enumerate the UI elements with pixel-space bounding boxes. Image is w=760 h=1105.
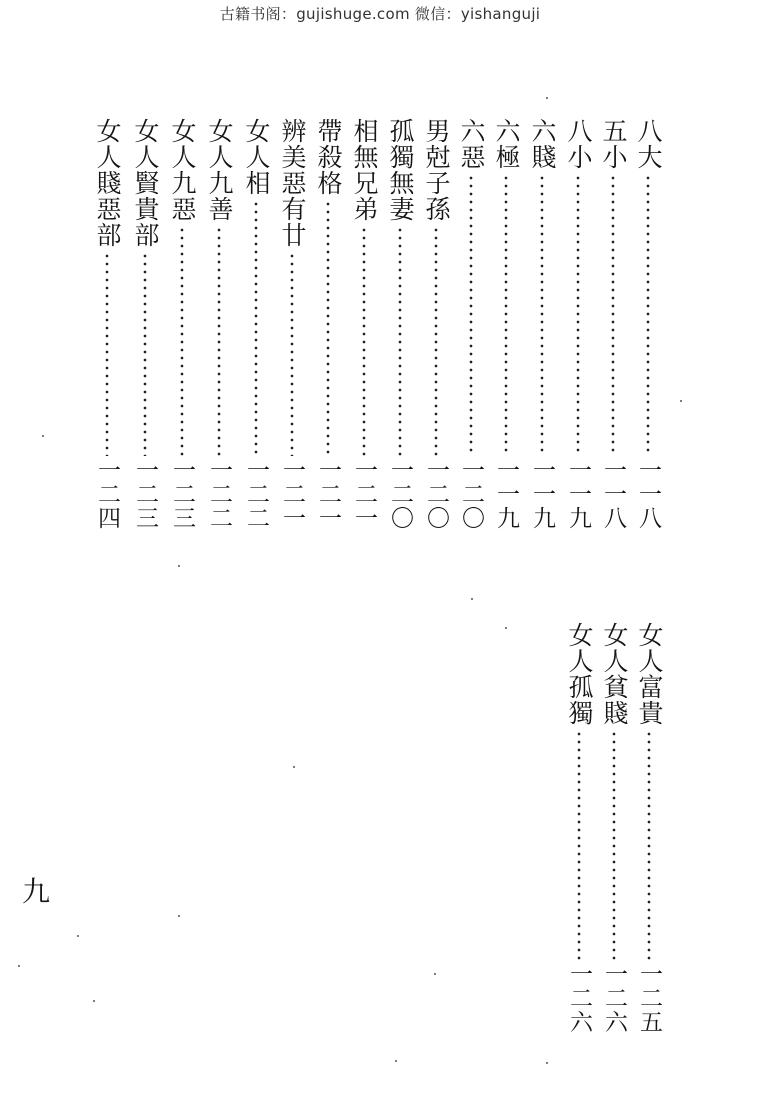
entry-page-number: 一二四 bbox=[94, 458, 120, 530]
entry-page-number: 一一九 bbox=[565, 458, 591, 530]
entry-title: 女人賤惡部 bbox=[93, 118, 122, 248]
toc-entry bbox=[348, 118, 380, 530]
scan-speck bbox=[42, 435, 44, 437]
entry-title: 女人貧賤 bbox=[600, 622, 629, 726]
entry-page-number: 一二一 bbox=[279, 458, 305, 530]
entry-page-number: 一二二 bbox=[206, 458, 232, 530]
dot-leader bbox=[105, 252, 109, 456]
entry-title: 相無兄弟 bbox=[350, 118, 379, 222]
entry-title: 辨美惡有廿 bbox=[278, 118, 307, 248]
entry-page-number: 一二一 bbox=[351, 458, 377, 530]
scan-speck bbox=[93, 1000, 95, 1002]
entry-page-number: 一二三 bbox=[132, 458, 158, 530]
dot-leader bbox=[326, 200, 330, 456]
entry-title: 女人九善 bbox=[205, 118, 234, 222]
entry-title: 女人賢貴部 bbox=[131, 118, 160, 248]
dot-leader bbox=[143, 252, 147, 456]
folio-page-number: 九 bbox=[22, 875, 51, 908]
entry-title: 帶殺格 bbox=[314, 118, 343, 196]
toc-entry bbox=[597, 118, 629, 530]
scan-speck bbox=[293, 766, 295, 768]
dot-leader bbox=[504, 174, 508, 456]
dot-leader bbox=[290, 252, 294, 456]
entry-page-number: 一二〇 bbox=[423, 458, 449, 530]
dot-leader bbox=[647, 730, 651, 960]
dot-leader bbox=[398, 226, 402, 456]
entry-page-number: 一一九 bbox=[493, 458, 519, 530]
entry-title: 女人孤獨 bbox=[565, 622, 594, 726]
dot-leader bbox=[611, 174, 615, 456]
toc-entry bbox=[203, 118, 235, 530]
entry-title: 女人相 bbox=[242, 118, 271, 196]
dot-leader bbox=[217, 226, 221, 456]
entry-page-number: 一二〇 bbox=[387, 458, 413, 530]
toc-entry bbox=[563, 622, 595, 1034]
toc-entry bbox=[91, 118, 123, 530]
entry-page-number: 一二六 bbox=[601, 962, 627, 1034]
toc-entry bbox=[420, 118, 452, 530]
scan-speck bbox=[546, 97, 548, 99]
toc-entry bbox=[490, 118, 522, 530]
scan-speck bbox=[505, 627, 507, 629]
toc-entry bbox=[598, 622, 630, 1034]
dot-leader bbox=[646, 174, 650, 456]
entry-page-number: 一二三 bbox=[169, 458, 195, 530]
toc-entry bbox=[632, 118, 664, 530]
entry-page-number: 一一八 bbox=[635, 458, 661, 530]
entry-page-number: 一二一 bbox=[315, 458, 341, 530]
scan-speck bbox=[178, 565, 180, 567]
entry-title: 男尅子孫 bbox=[422, 118, 451, 222]
dot-leader bbox=[540, 174, 544, 456]
toc-entry bbox=[455, 118, 487, 530]
scan-speck bbox=[395, 1060, 397, 1062]
dot-leader bbox=[576, 174, 580, 456]
toc-entry bbox=[633, 622, 665, 1034]
entry-title: 八小 bbox=[564, 118, 593, 170]
toc-entry bbox=[384, 118, 416, 530]
entry-page-number: 一二〇 bbox=[458, 458, 484, 530]
dot-leader bbox=[254, 200, 258, 456]
entry-title: 六惡 bbox=[457, 118, 486, 170]
entry-title: 女人富貴 bbox=[635, 622, 664, 726]
dot-leader bbox=[362, 226, 366, 456]
watermark: 古籍书阁：gujishuge.com 微信：yishanguji bbox=[219, 5, 541, 23]
scan-speck bbox=[18, 965, 20, 967]
toc-entry bbox=[166, 118, 198, 530]
toc-entry bbox=[312, 118, 344, 530]
dot-leader bbox=[577, 730, 581, 960]
scan-speck bbox=[680, 400, 682, 402]
entry-title: 六極 bbox=[492, 118, 521, 170]
entry-page-number: 一二六 bbox=[566, 962, 592, 1034]
toc-entry bbox=[526, 118, 558, 530]
entry-page-number: 一二五 bbox=[636, 962, 662, 1034]
toc-entry bbox=[240, 118, 272, 530]
entry-title: 八大 bbox=[634, 118, 663, 170]
entry-title: 孤獨無妻 bbox=[386, 118, 415, 222]
dot-leader bbox=[434, 226, 438, 456]
dot-leader bbox=[469, 174, 473, 456]
scan-speck bbox=[434, 973, 436, 975]
dot-leader bbox=[612, 730, 616, 960]
scan-speck bbox=[471, 598, 473, 600]
entry-page-number: 一一八 bbox=[600, 458, 626, 530]
scan-speck bbox=[77, 935, 79, 937]
entry-title: 女人九惡 bbox=[168, 118, 197, 222]
entry-page-number: 一二二 bbox=[243, 458, 269, 530]
scan-speck bbox=[546, 1062, 548, 1064]
entry-page-number: 一一九 bbox=[529, 458, 555, 530]
scan-speck bbox=[178, 915, 180, 917]
toc-entry bbox=[276, 118, 308, 530]
toc-entry bbox=[562, 118, 594, 530]
toc-entry bbox=[129, 118, 161, 530]
entry-title: 五小 bbox=[599, 118, 628, 170]
entry-title: 六賤 bbox=[528, 118, 557, 170]
dot-leader bbox=[180, 226, 184, 456]
